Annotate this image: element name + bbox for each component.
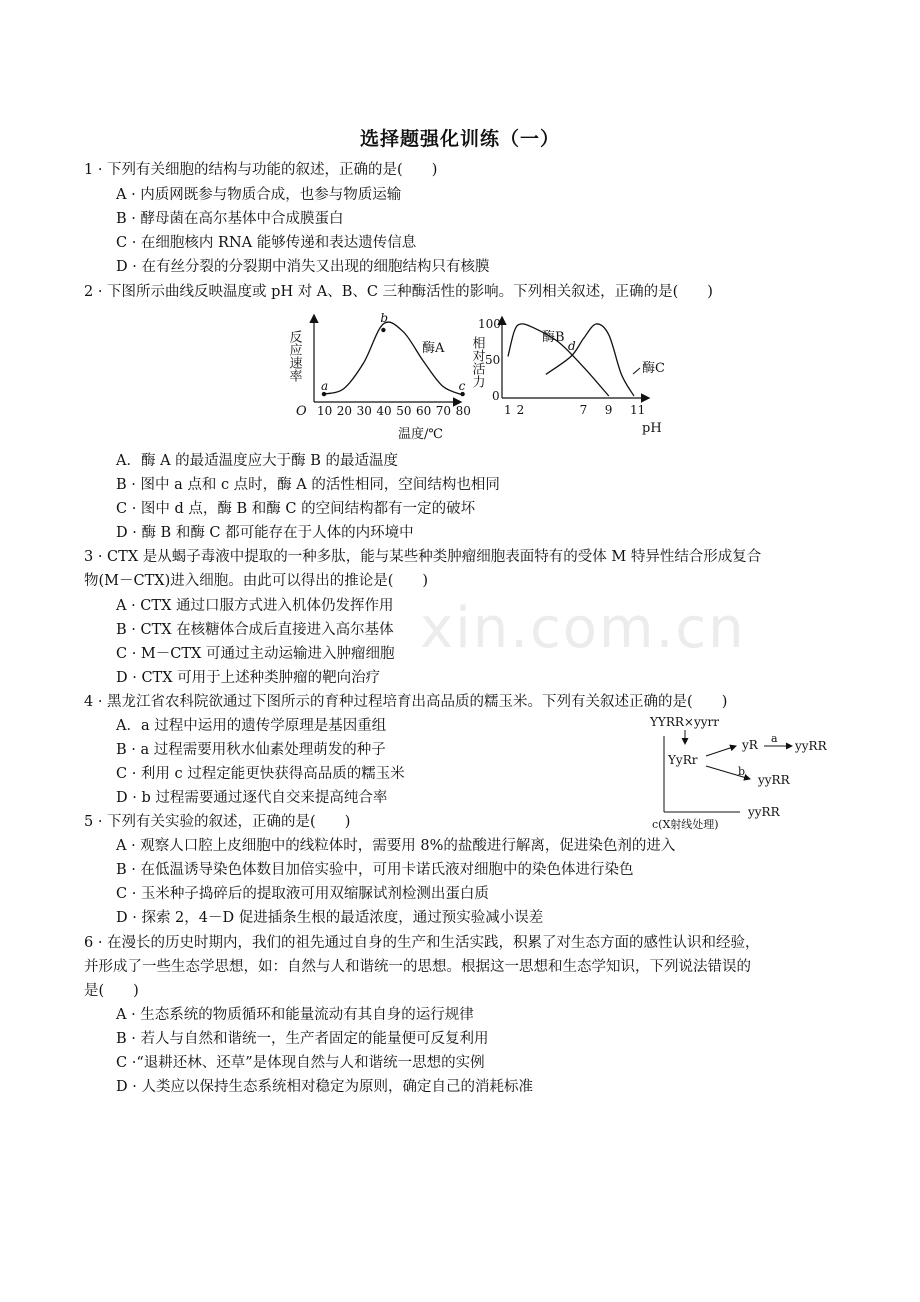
diagram-result-c: yyRR (748, 805, 780, 819)
q6-option-d: D · 人类应以保持生态系统相对稳定为原则，确定自己的消耗标准 (116, 1079, 533, 1095)
q4-option-a: A．a 过程中运用的遗传学原理是基因重组 (116, 718, 387, 734)
q6-option-b: B · 若人与自然和谐统一，生产者固定的能量便可反复利用 (116, 1031, 489, 1047)
q4-option-c: C · 利用 c 过程定能更快获得高品质的糯玉米 (116, 766, 405, 782)
q5-stem: 5 · 下列有关实验的叙述，正确的是( ) (84, 814, 351, 830)
chart1-legend-enzyme-a: 酶A (422, 341, 445, 356)
chart2-y-tick-50: 50 (485, 353, 501, 367)
chart2-x-tick-11: 11 (630, 403, 646, 417)
q3-option-b: B · CTX 在核糖体合成后直接进入高尔基体 (116, 622, 394, 638)
diagram-label-c: c(X射线处理) (652, 818, 719, 831)
diagram-arrow-to-gamete (706, 746, 736, 756)
diagram-result-b: yyRR (758, 773, 790, 787)
chart1-x-tick-80: 80 (455, 404, 471, 418)
q1-option-c: C · 在细胞核内 RNA 能够传递和表达遗传信息 (116, 235, 417, 251)
q1-option-b: B · 酵母菌在高尔基体中合成膜蛋白 (116, 211, 344, 227)
q3-stem-line-2: 物(M－CTX)进入细胞。由此可以得出的推论是( ) (84, 573, 429, 589)
chart2-x-tick-1: 1 (504, 403, 512, 417)
q6-stem-line-1: 6 · 在漫长的历史时期内，我们的祖先通过自身的生产和生活实践，积累了对生态方面的感性认识和经验， (84, 935, 760, 951)
chart2-x-tick-7: 7 (579, 403, 588, 417)
chart1-x-tick-20: 20 (336, 404, 353, 418)
q3-option-d: D · CTX 可用于上述种类肿瘤的靶向治疗 (116, 670, 381, 686)
q5-option-c: C · 玉米种子捣碎后的提取液可用双缩脲试剂检测出蛋白质 (116, 886, 489, 902)
q6-option-a: A · 生态系统的物质循环和能量流动有其自身的运行规律 (116, 1007, 474, 1023)
chart2-x-tick-9: 9 (604, 403, 613, 417)
q3-stem-line-1: 3 · CTX 是从蝎子毒液中提取的一种多肽，能与某些种类肿瘤细胞表面特有的受体 M 特异性结合形成复合 (84, 549, 762, 565)
chart1-point-label-b: b (380, 311, 389, 325)
q4-option-b: B · a 过程需要用秋水仙素处理萌发的种子 (116, 742, 386, 758)
q6-option-c: C ·“退耕还林、还草”是体现自然与人和谐统一思想的实例 (116, 1055, 485, 1071)
q2-figure (280, 310, 680, 445)
chart1-x-tick-60: 60 (416, 404, 432, 418)
chart2-legend-leader-c (633, 368, 640, 374)
chart2-x-tick-2: 2 (516, 403, 525, 417)
chart1-x-tick-10: 10 (317, 404, 333, 418)
q3-option-a: A · CTX 通过口服方式进入机体仍发挥作用 (116, 598, 394, 614)
q3-option-c: C · M－CTX 可通过主动运输进入肿瘤细胞 (116, 646, 395, 662)
q5-option-d: D · 探索 2，4－D 促进插条生根的最适浓度，通过预实验减小误差 (116, 910, 544, 926)
q2-option-a: A．酶 A 的最适温度应大于酶 B 的最适温度 (116, 453, 399, 469)
chart1-x-tick-30: 30 (356, 404, 372, 418)
chart2-y-tick-100: 100 (478, 317, 501, 331)
q2-option-d: D · 酶 B 和酶 C 都可能存在于人体的内环境中 (116, 525, 414, 541)
diagram-gamete: yR (742, 738, 758, 752)
chart1-curve-enzyme-a (324, 322, 463, 395)
watermark: xin.com.cn (420, 596, 746, 661)
chart1-point-b (381, 328, 385, 332)
diagram-f1: YyRr (668, 753, 698, 767)
chart1-point-label-a: a (321, 379, 329, 394)
diagram-parents: YYRR×yyrr (650, 715, 719, 729)
chart1-xlabel: 温度/℃ (398, 427, 443, 442)
q5-option-b: B · 在低温诱导染色体数目加倍实验中，可用卡诺氏液对细胞中的染色体进行染色 (116, 862, 634, 878)
q6-stem-line-2: 并形成了一些生态学思想，如：自然与人和谐统一的思想。根据这一思想和生态学知识，下列说法错误的 (84, 959, 751, 975)
q4-option-d: D · b 过程需要通过逐代自交来提高纯合率 (116, 790, 388, 806)
diagram-label-a: a (771, 732, 778, 745)
q4-breeding-diagram (640, 712, 840, 834)
q1-option-a: A · 内质网既参与物质合成，也参与物质运输 (116, 187, 402, 203)
q4-stem: 4 · 黑龙江省农科院欲通过下图所示的育种过程培育出高品质的糯玉米。下列有关叙述正确的是( ) (84, 694, 728, 710)
chart1-point-label-c: c (458, 379, 466, 394)
q2-option-c: C · 图中 d 点，酶 B 和酶 C 的空间结构都有一定的破坏 (116, 501, 476, 517)
chart1-x-tick-70: 70 (435, 404, 452, 418)
page-title: 选择题强化训练（一） (359, 128, 560, 150)
q1-option-d: D · 在有丝分裂的分裂期中消失又出现的细胞结构只有核膜 (116, 259, 490, 275)
chart1-x-tick-40: 40 (376, 404, 392, 418)
chart2-xlabel: pH (642, 421, 662, 436)
chart1-x-tick-50: 50 (396, 404, 412, 418)
diagram-label-b: b (738, 765, 746, 778)
chart2-legend-enzyme-b: 酶B (542, 330, 565, 345)
chart2-y-tick-0: 0 (492, 389, 500, 403)
q2-option-b: B · 图中 a 点和 c 点时，酶 A 的活性相同，空间结构也相同 (116, 477, 500, 493)
q5-option-a: A · 观察人口腔上皮细胞中的线粒体时，需要用 8%的盐酸进行解离，促进染色剂的进入 (116, 838, 676, 854)
q6-stem-line-3: 是( ) (84, 983, 139, 999)
chart1-ylabel: 反应速率 (286, 330, 302, 382)
q1-stem: 1 · 下列有关细胞的结构与功能的叙述，正确的是( ) (84, 162, 438, 178)
chart1-origin: O (296, 404, 307, 419)
diagram-result-a: yyRR (795, 739, 827, 753)
chart2-legend-enzyme-c: 酶C (642, 361, 665, 376)
chart2-point-label-d: d (568, 339, 576, 354)
q2-stem: 2 · 下图所示曲线反映温度或 pH 对 A、B、C 三种酶活性的影响。下列相关叙述，正确的是( ) (84, 284, 713, 300)
chart2-ylabel: 相对活力 (469, 336, 485, 388)
